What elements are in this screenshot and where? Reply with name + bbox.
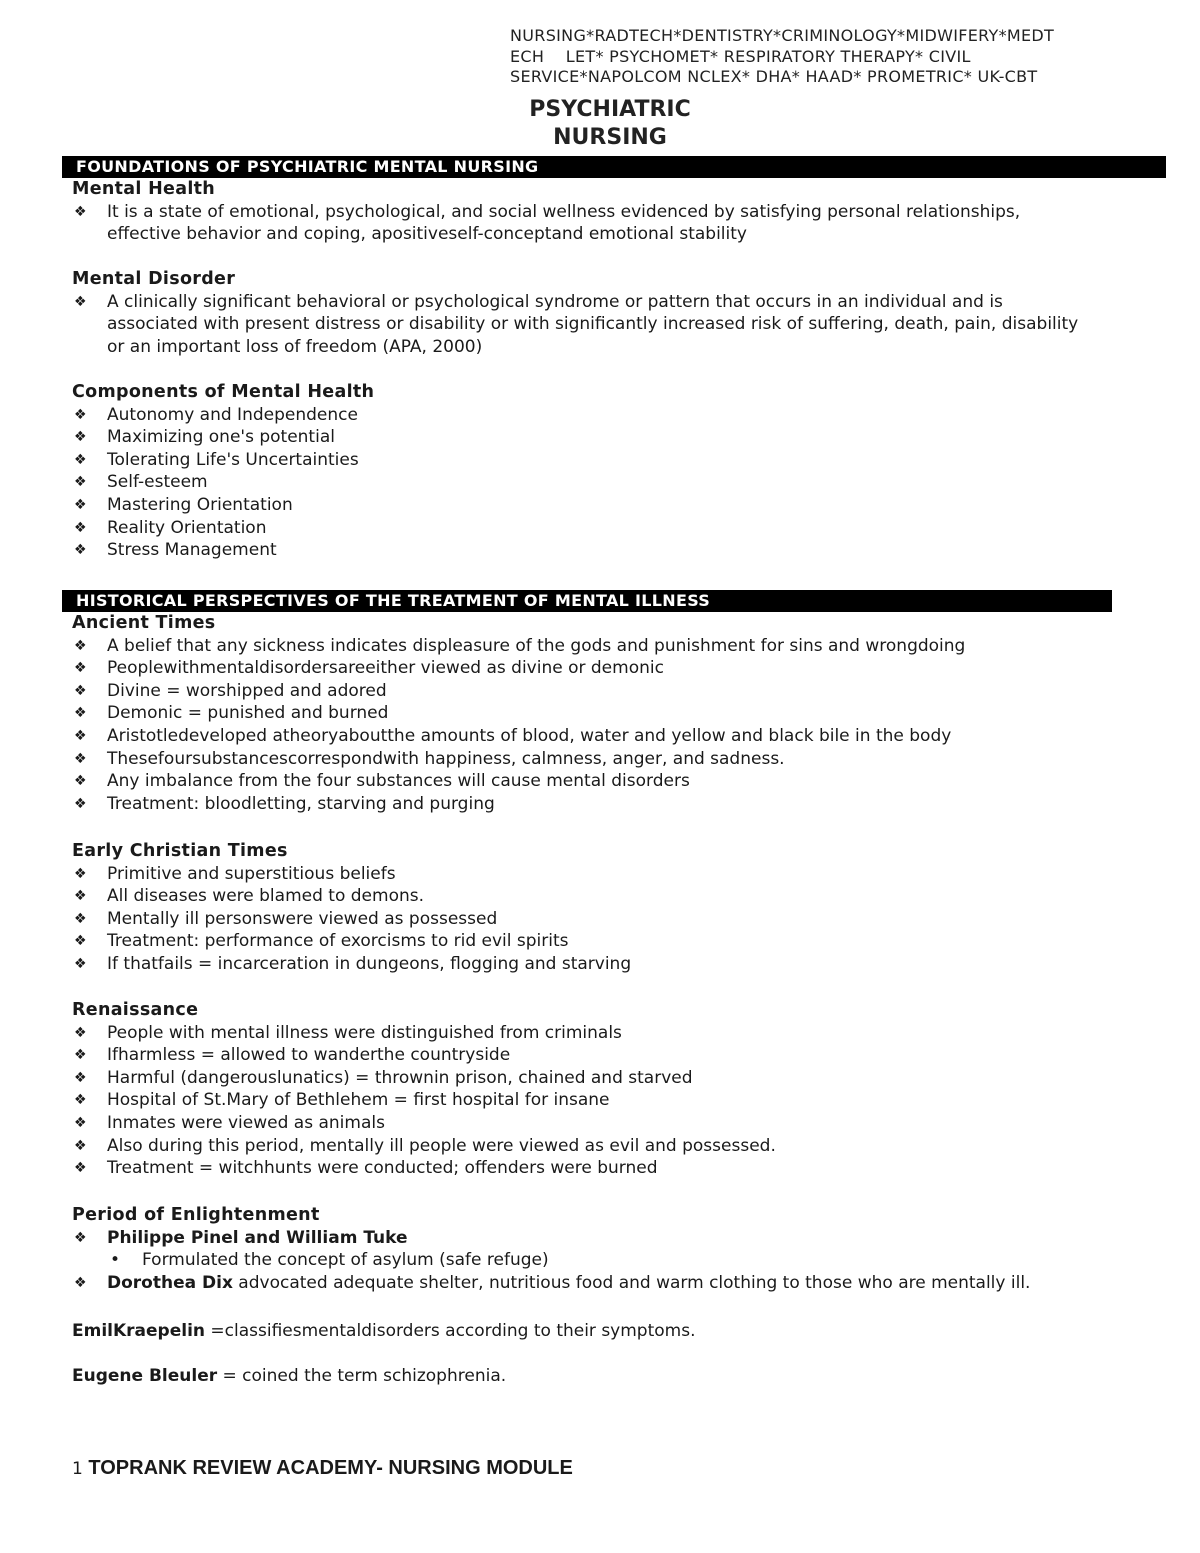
list-item: ❖ All diseases were blamed to demons.	[72, 885, 1182, 908]
section-heading: Renaissance	[72, 1000, 199, 1020]
section-banner-historical: HISTORICAL PERSPECTIVES OF THE TREATMENT OF MENTAL ILLNESS	[62, 590, 1112, 612]
bleuler-text: = coined the term schizophrenia.	[217, 1366, 507, 1386]
kraepelin-text: =classifiesmentaldisorders according to their symptoms.	[205, 1321, 696, 1341]
section-renaissance	[72, 999, 1182, 1180]
list-item: ❖ Reality Orientation	[72, 517, 1182, 540]
list-item: ❖ Maximizing one's potential	[72, 426, 1182, 449]
bullet-list	[72, 201, 1182, 246]
page-number: 1	[72, 1459, 83, 1479]
list-item: ❖ Peoplewithmentaldisordersareeither viewed as divine or demonic	[72, 657, 1182, 680]
list-item: ❖ People with mental illness were distinguished from criminals	[72, 1022, 1182, 1045]
title-line-2: NURSING	[553, 125, 667, 150]
section-heading: Ancient Times	[72, 613, 216, 633]
list-item: ❖ Ifharmless = allowed to wanderthe countryside	[72, 1044, 1182, 1067]
document-title	[510, 96, 710, 152]
bullet-list	[72, 863, 1182, 976]
title-line-1: PSYCHIATRIC	[529, 97, 691, 122]
section-heading: Components of Mental Health	[72, 382, 375, 402]
pinel-tuke-name: Philippe Pinel and William Tuke	[107, 1227, 408, 1248]
list-item: ❖ Treatment: performance of exorcisms to rid evil spirits	[72, 930, 1182, 953]
list-item: ❖ Self-esteem	[72, 471, 1182, 494]
dix-text: advocated adequate shelter, nutritious food and warm clothing to those who are mentally ill.	[232, 1272, 1031, 1293]
section-early-christian-times	[72, 840, 1182, 976]
list-item: ❖ Divine = worshipped and adored	[72, 680, 1182, 703]
list-item: ❖ Aristotledeveloped atheoryaboutthe amounts of blood, water and yellow and black bile in the body	[72, 725, 1182, 748]
section-mental-health	[72, 178, 1182, 246]
section-components	[72, 381, 1182, 562]
list-item: ❖ A clinically significant behavioral or psychological syndrome or pattern that occurs in an individual and is associated with present distress or disability or with significantly increased risk of suffering, death, pain, disability or an important loss of freedom (APA, 2000)	[72, 291, 1087, 359]
list-item: ❖ Hospital of St.Mary of Bethlehem = first hospital for insane	[72, 1089, 1182, 1112]
exam-list-header	[510, 26, 1150, 88]
list-item: ❖ Also during this period, mentally ill people were viewed as evil and possessed.	[72, 1135, 1182, 1158]
bleuler-line	[72, 1365, 1182, 1388]
list-item: ❖ Treatment: bloodletting, starving and purging	[72, 793, 1182, 816]
section-heading: Mental Disorder	[72, 269, 236, 289]
bullet-list	[72, 1022, 1182, 1180]
bullet-list	[72, 1227, 1182, 1295]
list-item: ❖ Treatment = witchhunts were conducted; offenders were burned	[72, 1157, 1182, 1180]
sub-list-item: • Formulated the concept of asylum (safe refuge)	[72, 1249, 1182, 1272]
header-line-1: NURSING*RADTECH*DENTISTRY*CRIMINOLOGY*MIDWIFERY*MEDT	[510, 26, 1055, 45]
bleuler-name: Eugene Bleuler	[72, 1366, 218, 1386]
section-heading: Mental Health	[72, 179, 216, 199]
list-item	[72, 1272, 1182, 1295]
list-item: ❖ Inmates were viewed as animals	[72, 1112, 1182, 1135]
list-item: ❖ It is a state of emotional, psychological, and social wellness evidenced by satisfying personal relationships, effective behavior and coping, apositiveself-conceptand emotional stability	[72, 201, 1067, 246]
list-item: ❖ If thatfails = incarceration in dungeons, flogging and starving	[72, 953, 1182, 976]
list-item: ❖ Stress Management	[72, 539, 1182, 562]
kraepelin-line	[72, 1320, 1182, 1343]
list-item: ❖ Harmful (dangerouslunatics) = thrownin prison, chained and starved	[72, 1067, 1182, 1090]
bullet-list	[72, 635, 1182, 816]
sub-list	[72, 1249, 1182, 1272]
section-ancient-times	[72, 612, 1182, 815]
bullet-list	[72, 404, 1182, 562]
dix-name: Dorothea Dix	[107, 1272, 233, 1293]
bullet-list	[72, 291, 1182, 359]
footer-text: TOPRANK REVIEW ACADEMY- NURSING MODULE	[82, 1457, 573, 1479]
kraepelin-name: EmilKraepelin	[72, 1321, 205, 1341]
list-item: ❖ Autonomy and Independence	[72, 404, 1182, 427]
list-item: ❖ Tolerating Life's Uncertainties	[72, 449, 1182, 472]
section-heading: Early Christian Times	[72, 841, 288, 861]
list-item: ❖ Demonic = punished and burned	[72, 702, 1182, 725]
section-heading: Period of Enlightenment	[72, 1205, 320, 1225]
list-item: ❖ Mastering Orientation	[72, 494, 1182, 517]
list-item: ❖ A belief that any sickness indicates displeasure of the gods and punishment for sins and wrongdoing	[72, 635, 1182, 658]
list-item: ❖ Primitive and superstitious beliefs	[72, 863, 1182, 886]
header-line-2: ECH LET* PSYCHOMET* RESPIRATORY THERAPY* CIVIL	[510, 46, 971, 66]
list-item	[72, 1227, 1182, 1272]
list-item: ❖ Mentally ill personswere viewed as possessed	[72, 908, 1182, 931]
section-enlightenment	[72, 1204, 1182, 1294]
header-line-3: SERVICE*NAPOLCOM NCLEX* DHA* HAAD* PROMETRIC* UK-CBT	[510, 67, 1038, 86]
section-banner-foundations: FOUNDATIONS OF PSYCHIATRIC MENTAL NURSING	[62, 156, 1166, 178]
list-item: ❖ Thesefoursubstancescorrespondwith happiness, calmness, anger, and sadness.	[72, 748, 1182, 771]
section-mental-disorder	[72, 268, 1182, 358]
list-item: ❖ Any imbalance from the four substances will cause mental disorders	[72, 770, 1182, 793]
page-footer	[72, 1456, 573, 1481]
